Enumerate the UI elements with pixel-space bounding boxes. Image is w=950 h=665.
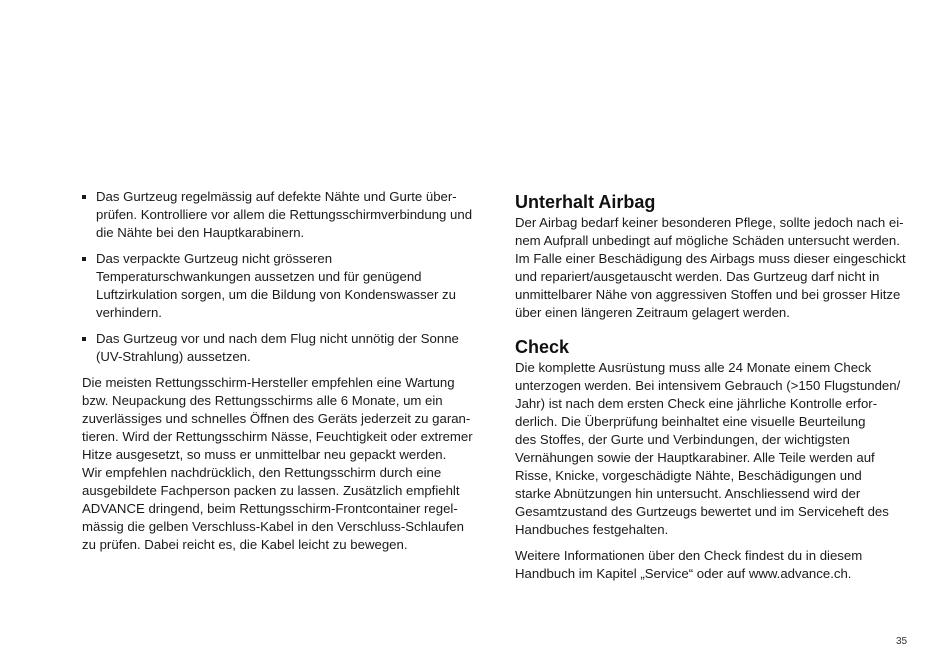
paragraph-line: Jahr) ist nach dem ersten Check eine jährliche Kontrolle erfor- <box>515 396 878 411</box>
paragraph-line: Risse, Knicke, vorgeschädigte Nähte, Beschädigungen und <box>515 468 862 483</box>
paragraph-line: starke Abnützungen hin untersucht. Anschliessend wird der <box>515 486 861 501</box>
bullet-line: Das verpackte Gurtzeug nicht grösseren <box>96 251 333 266</box>
bullet-line: Temperaturschwankungen aussetzen und für genügend <box>96 269 422 284</box>
paragraph-line: und repariert/ausgetauscht werden. Das Gurtzeug darf nicht in <box>515 269 880 284</box>
paragraph-line: Hitze ausgesetzt, so muss er unmittelbar neu gepackt werden. <box>82 447 447 462</box>
bullet-icon <box>82 195 86 199</box>
paragraph-line: ausgebildete Fachperson packen zu lassen. Zusätzlich empfiehlt <box>82 483 460 498</box>
bullet-icon <box>82 337 86 341</box>
bullet-icon <box>82 257 86 261</box>
bullet-line: verhindern. <box>96 305 162 320</box>
page-number: 35 <box>896 636 908 647</box>
bullet-line: (UV-Strahlung) aussetzen. <box>96 349 251 364</box>
airbag-paragraph <box>515 214 910 322</box>
paragraph-line: derlich. Die Überprüfung beinhaltet eine visuelle Beurteilung <box>515 414 866 429</box>
paragraph-line: des Stoffes, der Gurte und Verbindungen, der wichtigsten <box>515 432 850 447</box>
right-column <box>515 190 910 591</box>
paragraph-line: Der Airbag bedarf keiner besonderen Pflege, sollte jedoch nach ei- <box>515 215 904 230</box>
check-more-info-paragraph <box>515 547 910 583</box>
paragraph-line: über einen längeren Zeitraum gelagert werden. <box>515 305 790 320</box>
bullet-line: Das Gurtzeug regelmässig auf defekte Nähte und Gurte über- <box>96 189 457 204</box>
paragraph-line: unterzogen werden. Bei intensivem Gebrauch (>150 Flugstunden/ <box>515 378 901 393</box>
paragraph-line: Im Falle einer Beschädigung des Airbags muss dieser eingeschickt <box>515 251 906 266</box>
paragraph-line: Weitere Informationen über den Check findest du in diesem <box>515 548 863 563</box>
paragraph-line: mässig die gelben Verschluss-Kabel in den Verschluss-Schlaufen <box>82 519 464 534</box>
bullet-line: Das Gurtzeug vor und nach dem Flug nicht unnötig der Sonne <box>96 331 459 346</box>
paragraph-line: unmittelbarer Nähe von aggressiven Stoffen und bei grosser Hitze <box>515 287 901 302</box>
paragraph-line: zuverlässiges und schnelles Öffnen des Geräts jederzeit zu garan- <box>82 411 471 426</box>
section-heading-check: Check <box>515 337 570 357</box>
paragraph-line: tieren. Wird der Rettungsschirm Nässe, Feuchtigkeit oder extremer <box>82 429 473 444</box>
bullet-item <box>82 188 482 242</box>
bullet-item <box>82 330 482 366</box>
paragraph-line: Gesamtzustand des Gurtzeugs bewertet und im Serviceheft des <box>515 504 889 519</box>
paragraph-line: zu prüfen. Dabei reicht es, die Kabel leicht zu bewegen. <box>82 537 408 552</box>
paragraph-line: Handbuch im Kapitel „Service“ oder auf www.advance.ch. <box>515 566 852 581</box>
check-paragraph <box>515 359 910 539</box>
bullet-line: die Nähte bei den Hauptkarabinern. <box>96 225 305 240</box>
maintenance-paragraph <box>82 374 482 554</box>
left-column <box>82 188 482 562</box>
paragraph-line: ADVANCE dringend, beim Rettungsschirm-Frontcontainer regel- <box>82 501 458 516</box>
paragraph-line: bzw. Neupackung des Rettungsschirms alle 6 Monate, um ein <box>82 393 443 408</box>
section-heading-airbag: Unterhalt Airbag <box>515 192 656 212</box>
bullet-line: Luftzirkulation sorgen, um die Bildung von Kondenswasser zu <box>96 287 456 302</box>
paragraph-line: Wir empfehlen nachdrücklich, den Rettungsschirm durch eine <box>82 465 442 480</box>
paragraph-line: Handbuches festgehalten. <box>515 522 669 537</box>
paragraph-line: Vernähungen sowie der Hauptkarabiner. Alle Teile werden auf <box>515 450 875 465</box>
paragraph-line: nem Aufprall unbedingt auf mögliche Schäden untersucht werden. <box>515 233 900 248</box>
bullet-line: prüfen. Kontrolliere vor allem die Rettungsschirmverbindung und <box>96 207 473 222</box>
paragraph-line: Die meisten Rettungsschirm-Hersteller empfehlen eine Wartung <box>82 375 455 390</box>
paragraph-line: Die komplette Ausrüstung muss alle 24 Monate einem Check <box>515 360 872 375</box>
bullet-item <box>82 250 482 322</box>
